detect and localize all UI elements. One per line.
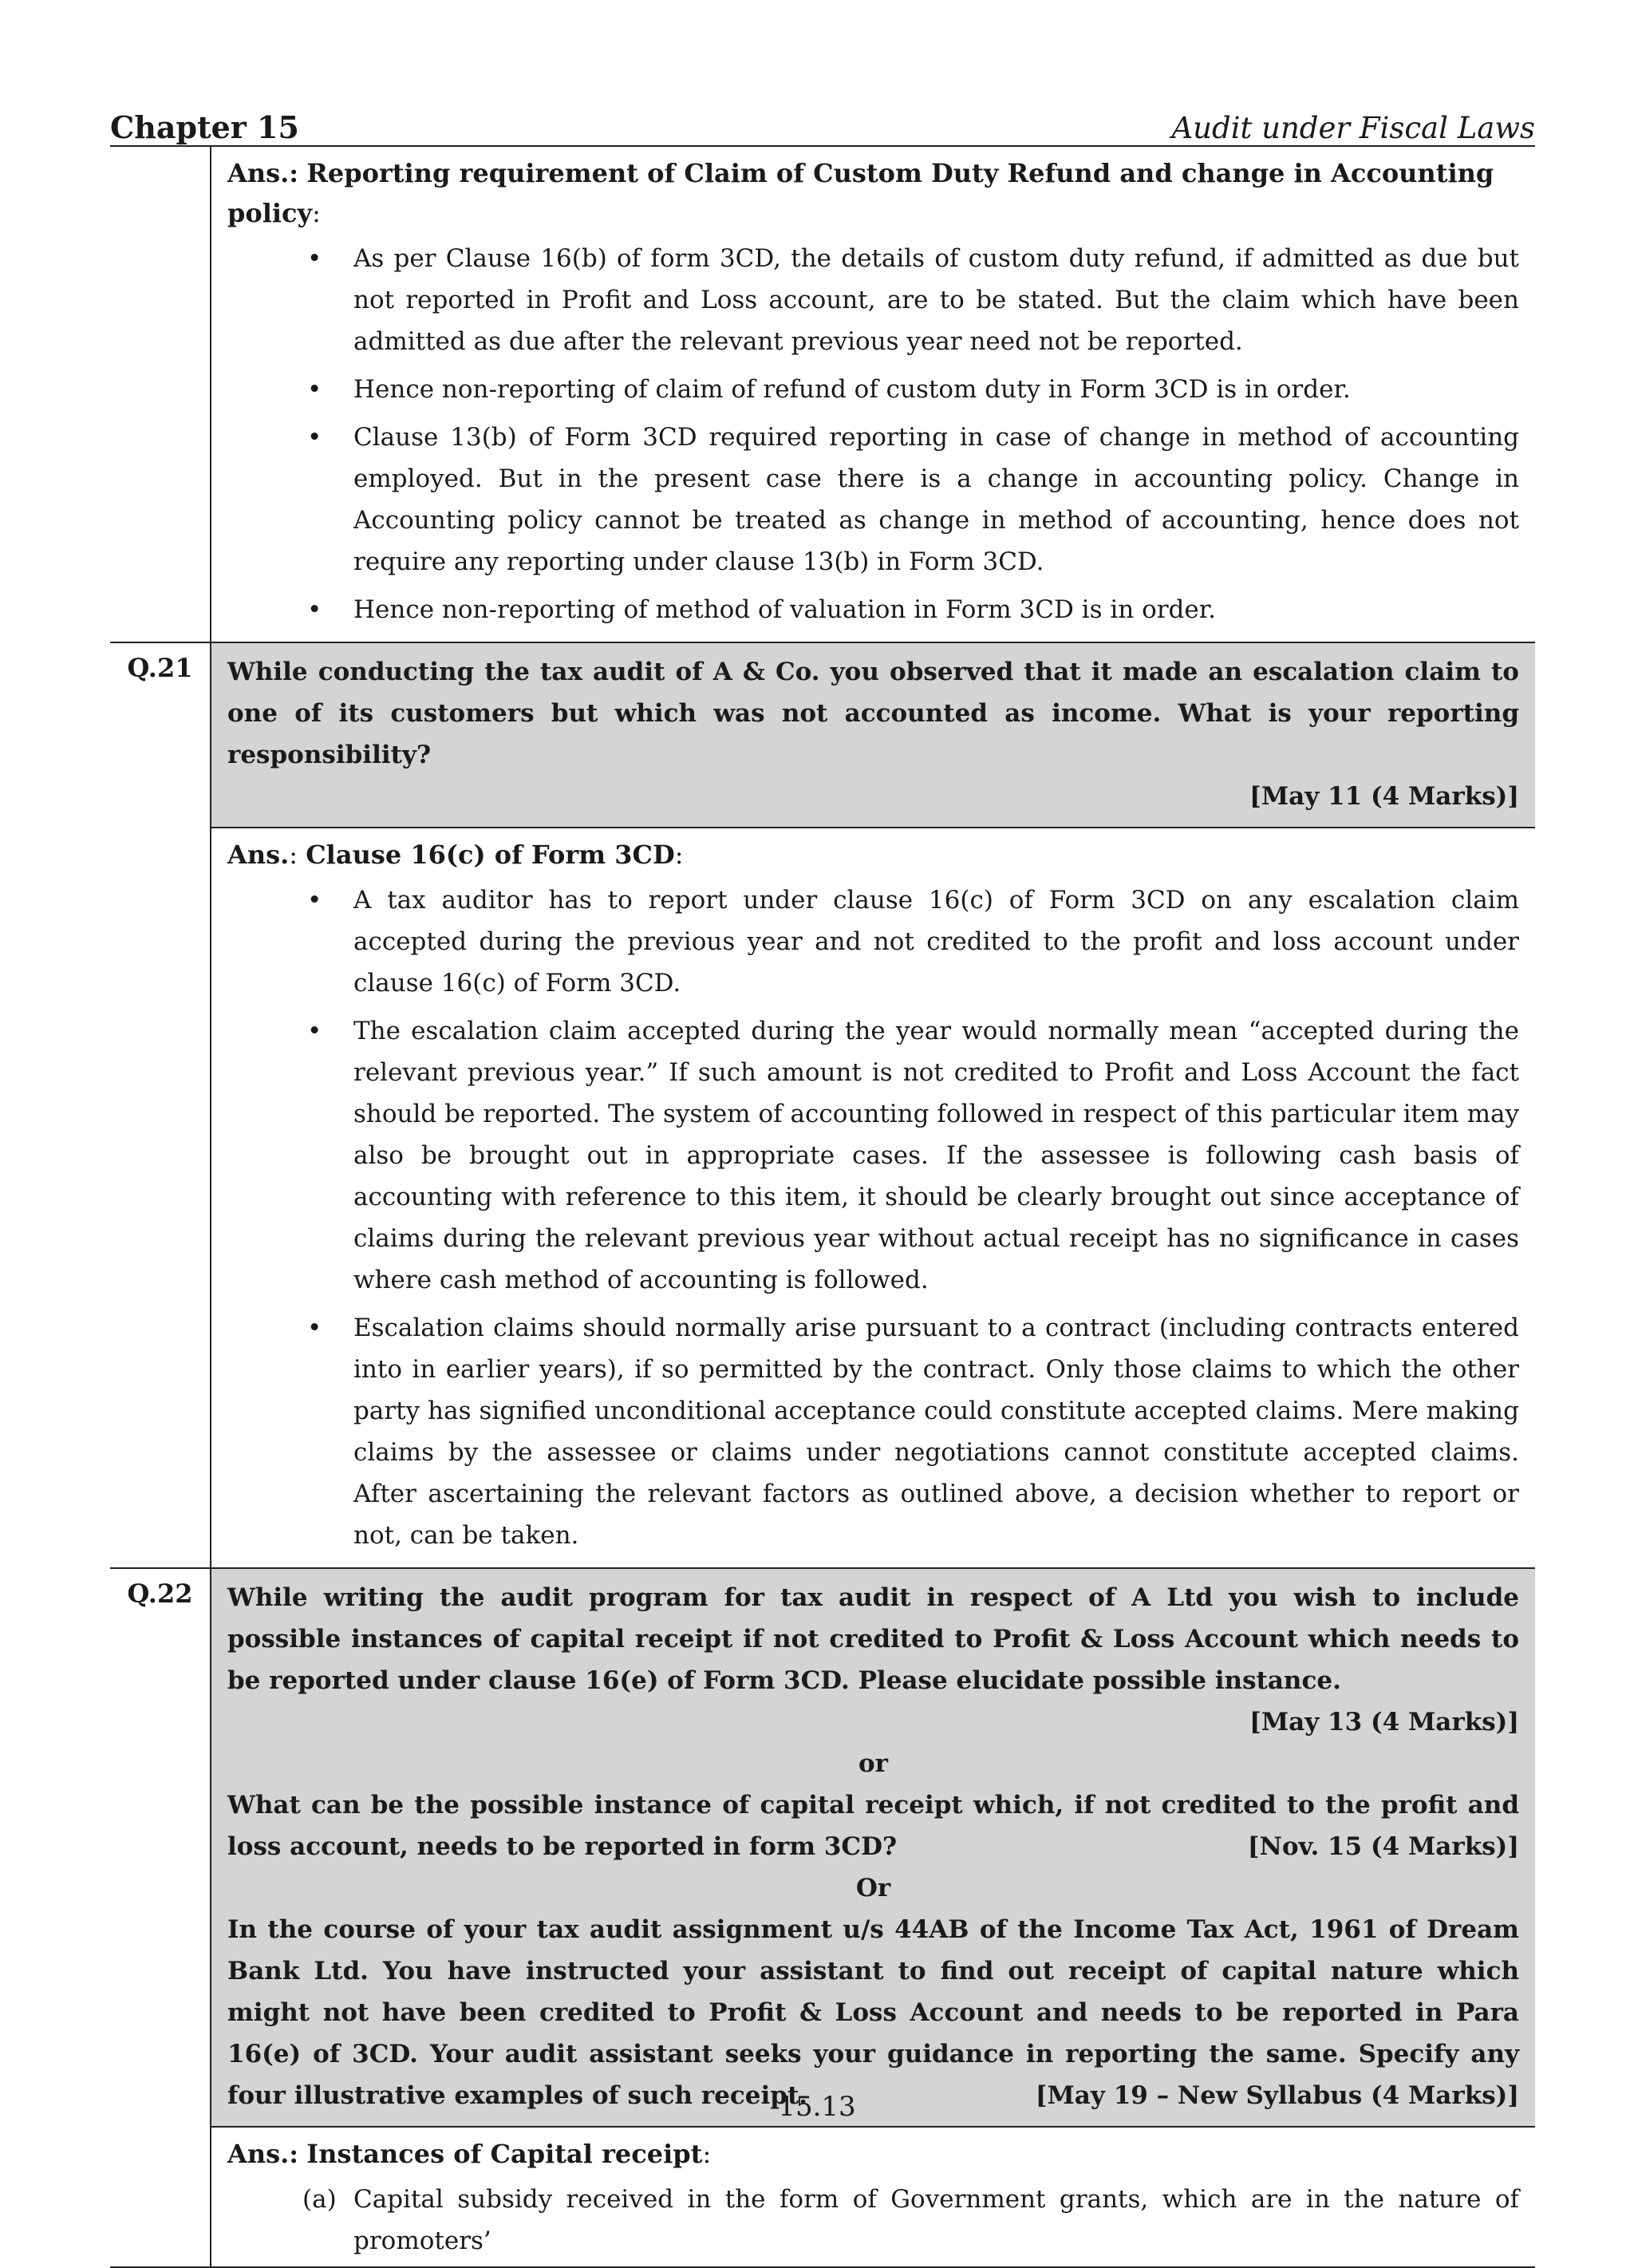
question-number-cell <box>110 146 211 642</box>
bullet-icon: • <box>307 595 322 624</box>
answer-bullet-list <box>227 238 1519 630</box>
answer-label: Ans. <box>227 840 290 870</box>
subject-title: Audit under Fiscal Laws <box>1171 111 1535 145</box>
bullet-icon: • <box>307 1314 322 1342</box>
bullet-icon: • <box>307 423 322 452</box>
answer-row <box>110 146 1535 642</box>
page-number: 15.13 <box>778 2091 856 2123</box>
marks-reference: [May 11 (4 Marks)] <box>1249 782 1519 811</box>
list-item <box>227 2179 1519 2262</box>
answer-label: Ans.: <box>227 2139 299 2169</box>
answer-title: Clause 16(c) of Form 3CD <box>306 840 675 870</box>
question-number-cell <box>110 828 211 1568</box>
answer-title-suffix: : <box>312 198 321 228</box>
answer-heading <box>227 835 1519 875</box>
list-item <box>227 417 1519 583</box>
bullet-text: As per Clause 16(b) of form 3CD, the details of custom duty refund, if admitted as due but not reported in Profit and Loss account, are to be stated. But the claim which have been admitted as due after the relevant previous year need not be reported. <box>353 244 1519 356</box>
question-part-1: While writing the audit program for tax audit in respect of A Ltd you wish to include possible instances of capital receipt if not credited to Profit & Loss Account which needs to be reported under clause 16(e) of Form 3CD. Please elucidate possible instance. <box>227 1583 1519 1695</box>
question-row <box>110 1568 1535 2127</box>
question-number: Q.21 <box>127 653 193 683</box>
marks-reference: [May 13 (4 Marks)] <box>1249 1708 1519 1737</box>
answer-title-suffix: : <box>702 2139 712 2169</box>
marks-reference: [May 19 – New Syllabus (4 Marks)] <box>1035 2081 1519 2110</box>
bullet-text: Hence non-reporting of method of valuation in Form 3CD is in order. <box>353 595 1217 624</box>
chapter-title: Chapter 15 <box>110 109 299 145</box>
list-item <box>227 369 1519 410</box>
item-text: Capital subsidy received in the form of Government grants, which are in the nature of promoters’ <box>353 2185 1519 2255</box>
question-part-2: What can be the possible instance of capital receipt which, if not credited to the profit and loss account, needs to be reported in form 3CD? <box>227 1791 1519 1861</box>
question-number-cell <box>110 642 211 828</box>
answer-label-colon: : <box>289 840 298 870</box>
bullet-icon: • <box>307 375 322 404</box>
list-item <box>227 1010 1519 1301</box>
list-item <box>227 879 1519 1004</box>
marks-reference: [Nov. 15 (4 Marks)] <box>1247 1832 1519 1861</box>
answer-title-suffix: : <box>674 840 684 870</box>
bullet-icon: • <box>307 244 322 273</box>
list-item <box>227 238 1519 362</box>
bullet-text: Escalation claims should normally arise pursuant to a contract (including contracts entered into in earlier years), if so permitted by the contract. Only those claims to which the other party has signified unconditional acceptance could constitute accepted claims. Mere making claims by the assessee or claims under negotiations cannot constitute accepted claims. After ascertaining the relevant factors as outlined above, a decision whether to report or not, can be taken. <box>353 1314 1519 1550</box>
item-label: (a) <box>302 2185 337 2214</box>
answer-heading <box>227 2134 1519 2174</box>
list-item <box>227 1307 1519 1556</box>
bullet-text: A tax auditor has to report under clause 16(c) of Form 3CD on any escalation claim accepted during the previous year and not credited to the profit and loss account under clause 16(c) of Form 3CD. <box>353 886 1519 998</box>
question-number-cell <box>110 1568 211 2127</box>
question-text <box>227 1909 1519 2116</box>
question-number: Q.22 <box>127 1579 193 1609</box>
bullet-text: The escalation claim accepted during the year would normally mean “accepted during the relevant previous year.” If such amount is not credited to Profit and Loss Account the fact should be reported. The system of accounting followed in respect of this particular item may also be brought out in appropriate cases. If the assessee is following cash basis of accounting with reference to this item, it should be clearly brought out since acceptance of claims during the relevant previous year without actual receipt has no significance in cases where cash method of accounting is followed. <box>353 1017 1519 1294</box>
answer-cell <box>211 2127 1535 2267</box>
bullet-icon: • <box>307 886 322 915</box>
question-text <box>227 1784 1519 1867</box>
answer-label: Ans.: <box>227 158 299 188</box>
answer-row <box>110 2127 1535 2267</box>
answer-cell <box>211 828 1535 1568</box>
answer-bullet-list <box>227 879 1519 1556</box>
answer-heading <box>227 153 1519 233</box>
question-cell <box>211 1568 1535 2127</box>
question-text <box>227 1577 1519 1743</box>
question-row <box>110 642 1535 828</box>
bullet-text: Hence non-reporting of claim of refund of custom duty in Form 3CD is in order. <box>353 375 1351 404</box>
or-separator: or <box>858 1749 888 1778</box>
list-item <box>227 589 1519 630</box>
bullet-text: Clause 13(b) of Form 3CD required reporting in case of change in method of accounting employed. But in the present case there is a change in accounting policy. Change in Accounting policy cannot be treated as change in method of accounting, hence does not require any reporting under clause 13(b) in Form 3CD. <box>353 423 1519 576</box>
answer-cell <box>211 146 1535 642</box>
question-number-cell <box>110 2127 211 2267</box>
question-text: While conducting the tax audit of A & Co. you observed that it made an escalation claim to one of its customers but which was not accounted as income. What is your reporting responsibility? <box>227 658 1519 769</box>
answer-title: Reporting requirement of Claim of Custom Duty Refund and change in Accounting policy <box>227 158 1494 228</box>
question-cell <box>211 642 1535 828</box>
page-header <box>110 94 1535 145</box>
answer-title: Instances of Capital receipt <box>306 2139 703 2169</box>
answer-row <box>110 828 1535 1568</box>
bullet-icon: • <box>307 1017 322 1045</box>
question-part-3: In the course of your tax audit assignment u/s 44AB of the Income Tax Act, 1961 of Dream Bank Ltd. You have instructed your assistant to find out receipt of capital nature which might not have been credited to Profit & Loss Account and needs to be reported in Para 16(e) of 3CD. Your audit assistant seeks your guidance in reporting the same. Specify any four illustrative examples of such receipt. <box>227 1915 1519 2110</box>
qa-table <box>110 145 1535 2268</box>
or-separator: Or <box>855 1874 891 1903</box>
